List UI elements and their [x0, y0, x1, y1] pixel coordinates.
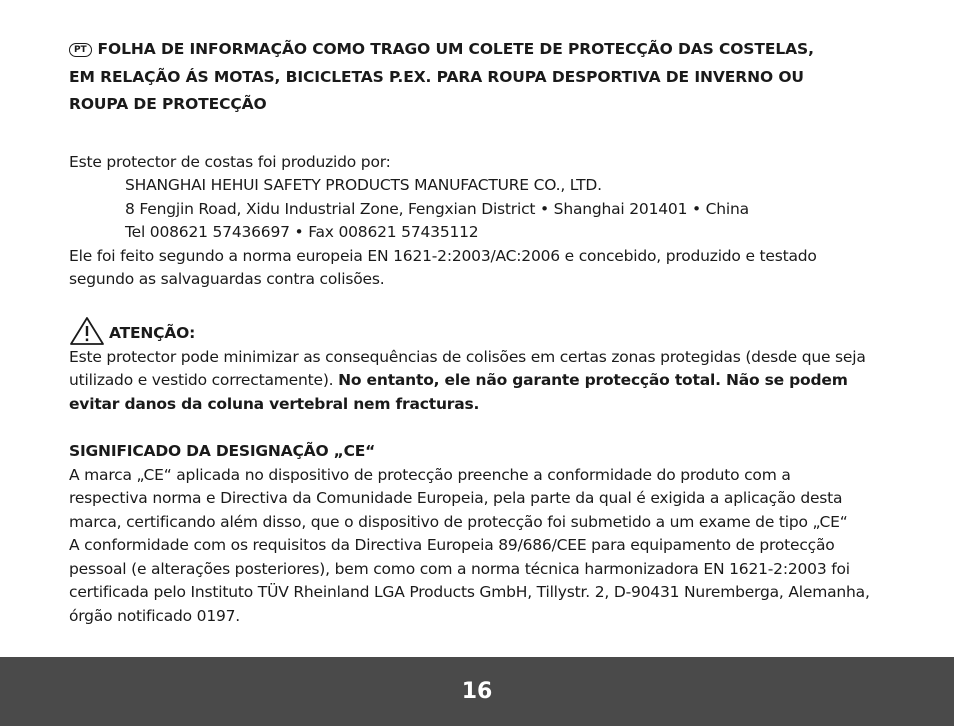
norm-line-2: segundo as salvaguardas contra colisões.	[69, 270, 385, 288]
manufacturer-name: SHANGHAI HEHUI SAFETY PRODUCTS MANUFACTURE CO., LTD.	[125, 176, 602, 194]
ce-line-2: respectiva norma e Directiva da Comunidade Europeia, pela parte da qual é exigida a aplicação desta	[69, 489, 843, 507]
ce-title: SIGNIFICADO DA DESIGNAÇÃO „CE“	[69, 442, 376, 460]
manufacturer-section	[69, 151, 899, 292]
language-badge: PT	[69, 43, 92, 57]
warning-heading	[69, 316, 899, 346]
ce-line-4: A conformidade com os requisitos da Directiva Europeia 89/686/CEE para equipamento de protecção	[69, 536, 835, 554]
spacer	[69, 416, 899, 440]
warning-title: ATENÇÃO:	[109, 324, 196, 342]
warning-line-1: Este protector pode minimizar as consequências de colisões em certas zonas protegidas (desde que seja	[69, 347, 866, 366]
spacer	[69, 119, 899, 151]
spacer	[69, 292, 899, 316]
ce-line-6: certificada pelo Instituto TÜV Rheinland LGA Products GmbH, Tillystr. 2, D-90431 Nuremberga, Alemanha,	[69, 583, 870, 601]
manufacturer-intro: Este protector de costas foi produzido por:	[69, 152, 391, 171]
manufacturer-address: 8 Fengjin Road, Xidu Industrial Zone, Fengxian District • Shanghai 201401 • China	[125, 199, 749, 218]
warning-text-normal: utilizado e vestido correctamente).	[69, 371, 339, 389]
warning-section	[69, 316, 899, 417]
ce-line-3: marca, certificando além disso, que o dispositivo de protecção foi submetido a um exame de tipo „CE“	[69, 512, 848, 531]
manufacturer-contact: Tel 008621 57436697 • Fax 008621 57435112	[125, 223, 479, 241]
document-heading	[69, 36, 899, 119]
norm-line-1: Ele foi feito segundo a norma europeia EN 1621-2:2003/AC:2006 e concebido, produzido e testado	[69, 246, 817, 265]
warning-line-2	[69, 369, 899, 393]
document-body	[69, 36, 899, 628]
warning-text-bold: No entanto, ele não garante protecção total. Não se podem	[338, 371, 848, 389]
warning-line-3: evitar danos da coluna vertebral nem fracturas.	[69, 394, 480, 413]
ce-section	[69, 440, 899, 628]
heading-line-3: ROUPA DE PROTECÇÃO	[69, 95, 267, 113]
ce-line-5: pessoal (e alterações posteriores), bem como com a norma técnica harmonizadora EN 1621-2:2003 foi	[69, 559, 850, 578]
page-footer	[0, 657, 954, 726]
heading-text-1: FOLHA DE INFORMAÇÃO COMO TRAGO UM COLETE DE PROTECÇÃO DAS COSTELAS,	[97, 40, 814, 58]
heading-line-1	[69, 36, 899, 64]
warning-triangle-icon	[69, 316, 105, 346]
heading-line-2: EM RELAÇÃO ÁS MOTAS, BICICLETAS P.EX. PARA ROUPA DESPORTIVA DE INVERNO OU	[69, 67, 804, 86]
ce-line-1: A marca „CE“ aplicada no dispositivo de protecção preenche a conformidade do produto com a	[69, 465, 791, 484]
page-number: 16	[461, 679, 493, 704]
ce-line-7: órgão notificado 0197.	[69, 606, 241, 625]
